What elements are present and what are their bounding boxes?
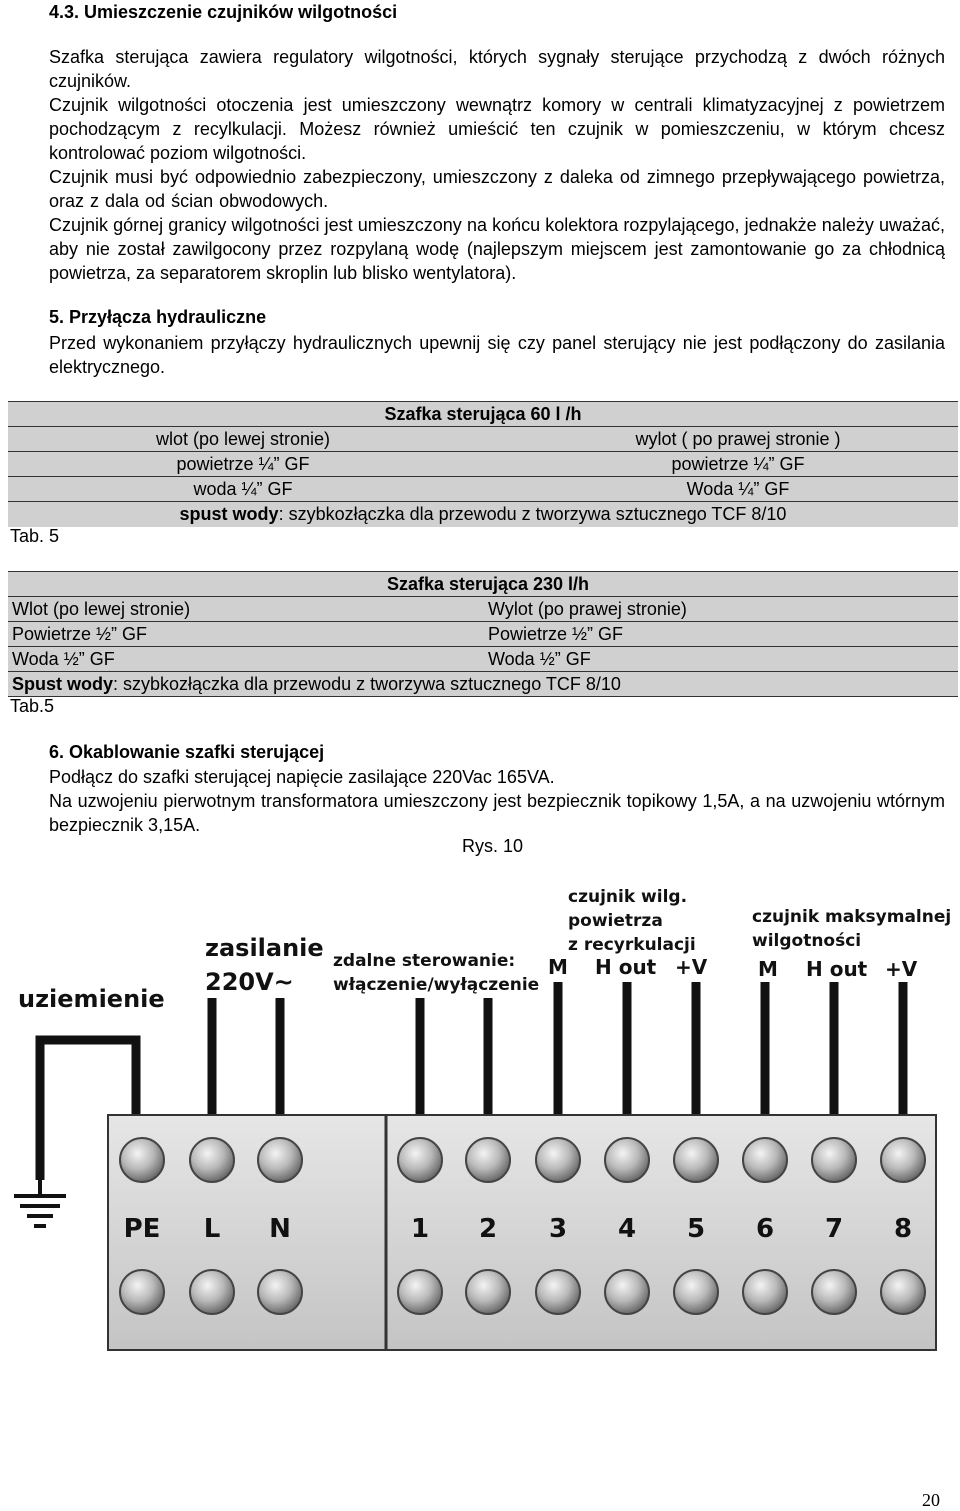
table-title: Szafka sterująca 230 l/h — [386, 574, 590, 594]
table-cell: Powietrze ½” GF — [12, 624, 148, 644]
table-row — [8, 501, 958, 527]
section-heading-5: 5. Przyłącza hydrauliczne — [49, 307, 267, 327]
pin-hout-label: H out — [806, 957, 868, 981]
paragraph: Czujnik wilgotności otoczenia jest umieszczony wewnątrz komory w centrali klimatyzacyjnej z powietrzem pochodzącym z recylkulacji. Możesz również umieścić ten czujnik w pomieszczeniu, w którym chcesz kontrolować poziom wilgotności. — [49, 95, 945, 163]
paragraph: Czujnik górnej granicy wilgotności jest umieszczony na końcu kolektora rozpylającego, jednakże należy uważać, aby nie został zawilgocony przez rozpylaną wodę (najlepszym miejscem jest zamontowanie go za chłodnicą powietrza, za separatorem skroplin lub blisko wentylatora). — [49, 215, 945, 283]
table-row — [8, 596, 958, 621]
sensor2-label: czujnik maksymalnej — [752, 907, 952, 927]
table-cell: Wlot (po lewej stronie) — [12, 599, 191, 619]
wiring-diagram — [0, 870, 960, 1490]
drain-text: : szybkozłączka dla przewodu z tworzywa sztucznego TCF 8/10 — [113, 674, 621, 694]
terminal-label: 1 — [410, 1214, 430, 1244]
table-cell: Powietrze ½” GF — [488, 624, 624, 644]
ground-label: uziemienie — [18, 985, 165, 1013]
table-cell: Wylot (po prawej stronie) — [488, 599, 687, 619]
ground-icon — [14, 1178, 66, 1226]
drain-text: : szybkozłączka dla przewodu z tworzywa sztucznego TCF 8/10 — [278, 504, 787, 524]
drain-label: Spust wody — [12, 674, 114, 694]
section-heading-6: 6. Okablowanie szafki sterującej — [49, 742, 325, 762]
terminal-label: 8 — [893, 1214, 913, 1244]
paragraph: Przed wykonaniem przyłączy hydraulicznych upewnij się czy panel sterujący nie jest podłączony do zasilania elektrycznego. — [49, 333, 945, 377]
table-cell: wlot (po lewej stronie) — [155, 429, 331, 449]
table-row — [8, 621, 958, 646]
terminal-label: 4 — [617, 1214, 637, 1244]
page-number: 20 — [922, 1490, 940, 1510]
power-label: zasilanie — [205, 934, 324, 962]
pin-v-label: +V — [675, 955, 708, 979]
table-cell: powietrze ¼” GF — [176, 454, 310, 474]
sensor1-label-2: powietrza — [568, 911, 663, 931]
paragraph: Podłącz do szafki sterującej napięcie zasilające 220Vac 165VA. — [49, 767, 555, 787]
terminal-label: 2 — [478, 1214, 498, 1244]
table-cell: wylot ( po prawej stronie ) — [635, 429, 841, 449]
paragraph: Czujnik musi być odpowiednio zabezpieczony, umieszczony z daleka od zimnego przepływającego powietrza, oraz z dala od ścian obwodowych. — [49, 167, 945, 211]
pin-m-label: M — [548, 955, 568, 979]
table-cell — [12, 672, 621, 696]
terminal-label: L — [203, 1214, 221, 1244]
remote-label-sub: włączenie/wyłączenie — [333, 975, 540, 995]
section-4-3-body — [49, 45, 945, 285]
table-caption: Tab.5 — [10, 696, 55, 716]
terminal-label: PE — [123, 1214, 161, 1244]
table-row — [8, 646, 958, 671]
table-title: Szafka sterująca 60 l /h — [384, 404, 582, 424]
table-cell — [8, 502, 958, 526]
table-row — [8, 476, 958, 501]
terminal-label: 7 — [824, 1214, 844, 1244]
pin-hout-label: H out — [595, 955, 657, 979]
table-row — [8, 451, 958, 476]
table-caption: Tab. 5 — [10, 526, 60, 546]
figure-caption: Rys. 10 — [462, 836, 524, 856]
remote-label: zdalne sterowanie: — [333, 951, 516, 971]
terminal-label: N — [269, 1214, 291, 1244]
table-cell: Woda ½” GF — [488, 649, 591, 669]
table-cell: Woda ½” GF — [12, 649, 115, 669]
terminal-label: 6 — [755, 1214, 775, 1244]
drain-label: spust wody — [179, 504, 279, 524]
table-title-row — [8, 401, 958, 427]
section-heading-4-3: 4.3. Umieszczenie czujników wilgotności — [49, 2, 398, 22]
table-row — [8, 671, 958, 697]
table-cell: woda ¼” GF — [193, 479, 293, 499]
section-5-body — [49, 331, 945, 379]
terminal-label: 3 — [548, 1214, 568, 1244]
sensor1-label-3: z recyrkulacji — [568, 935, 696, 955]
terminal-label: 5 — [686, 1214, 706, 1244]
table-title-row — [8, 571, 958, 597]
pin-m-label: M — [758, 957, 778, 981]
section-6-body — [49, 765, 945, 837]
paragraph: Szafka sterująca zawiera regulatory wilgotności, których sygnały sterujące przychodzą z dwóch różnych czujników. — [49, 47, 945, 91]
sensor1-label: czujnik wilg. — [568, 887, 688, 907]
table-cell: powietrze ¼” GF — [671, 454, 805, 474]
wires — [212, 982, 903, 1115]
power-label-voltage: 220V~ — [205, 968, 294, 996]
sensor2-label-2: wilgotności — [752, 931, 862, 951]
table-cell: Woda ¼” GF — [686, 479, 790, 499]
table-row — [8, 426, 958, 451]
paragraph: Na uzwojeniu pierwotnym transformatora umieszczony jest bezpiecznik topikowy 1,5A, a na uzwojeniu wtórnym bezpiecznik 3,15A. — [49, 791, 945, 835]
pin-v-label: +V — [885, 957, 918, 981]
